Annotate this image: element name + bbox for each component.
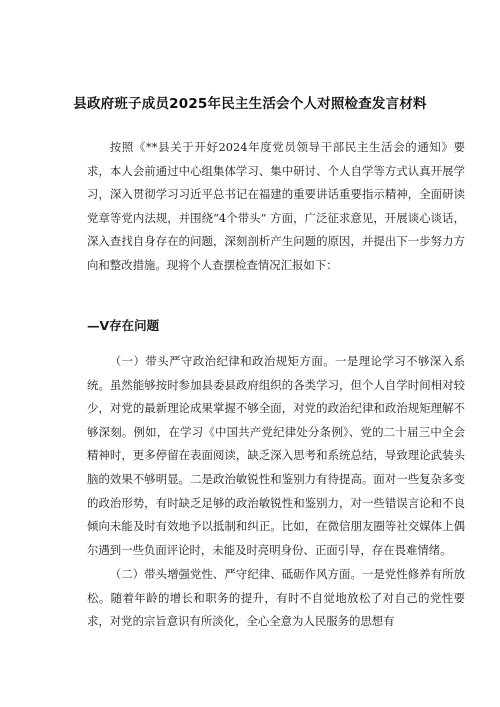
paragraph-political-discipline: （一）带头严守政治纪律和政治规矩方面。一是理论学习不够深入系统。虽然能够按时参加县委县政府组织的各类学习，但个人自学时间相对较少，对党的最新理论成果掌握不够全面，对党的政治纪律和政治规矩理解不够深刻。例如，在学习《中国共产党纪律处分条例》、党的二十届三中全会精神时，更多停留在表面阅读，缺乏深入思考和系统总结，导致理论武装头脑的效果不够明显。二是政治敏锐性和鉴别力有待提高。面对一些复杂多变的政治形势，有时缺乏足够的政治敏锐性和鉴别力，对一些错误言论和不良倾向未能及时有效地予以抵制和纠正。比如，在微信朋友圈等社交媒体上偶尔遇到一些负面评论时，未能及时亮明身份、正面引导，存在畏难情绪。 [87,354,465,557]
page-bottom-fade [0,667,500,707]
intro-paragraph: 按照《**县关于开好2024年度党员领导干部民主生活会的通知》要求，本人会前通过中心组集体学习、集中研讨、个人自学等方式认真开展学习，深入贯彻学习习近平总书记在福建的重要讲话重要指示精神，全面研读党章等党内法规，并围绕“4个带头” 方面，广泛征求意见，开展谈心谈话，深入查找自身存在的问题，深刻剖析产生问题的原因，并提出下一步努力方向和整改措施。现将个人查摆检查情况汇报如下： [87,140,465,272]
paragraph-party-spirit: （二）带头增强党性、严守纪律、砥砺作风方面。一是党性修养有所放松。随着年龄的增长和职务的提升，有时不自觉地放松了对自己的党性要求，对党的宗旨意识有所淡化，全心全意为人民服务的思想有 [87,567,465,629]
section-heading: —V存在问题 [87,318,160,333]
document-title: 县政府班子成员2025年民主生活会个人对照检查发言材料 [73,96,427,112]
